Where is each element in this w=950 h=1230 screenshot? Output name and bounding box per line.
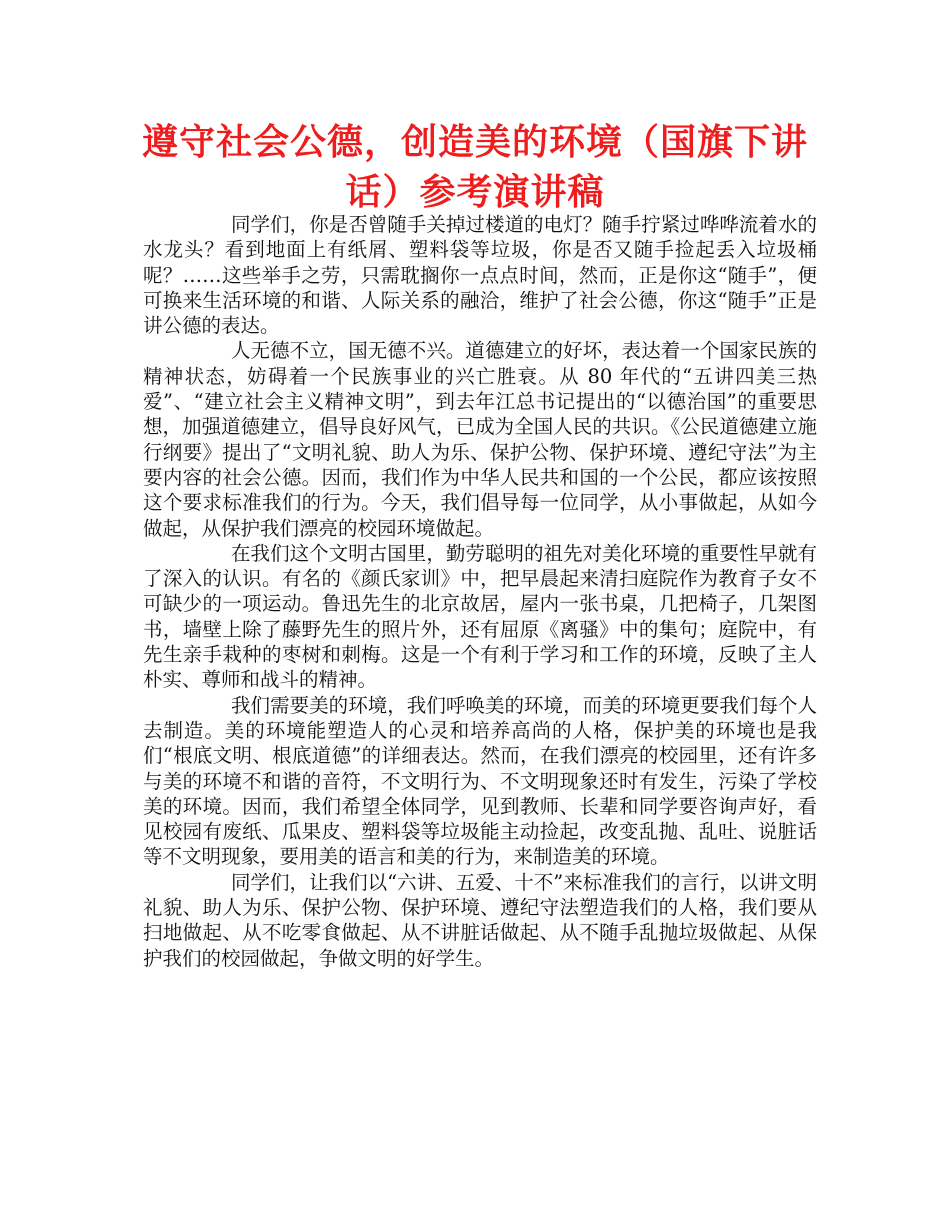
paragraph: 同学们，让我们以“六讲、五爱、十不”来标准我们的言行，以讲文明礼貌、助人为乐、保护公物、保护环境、遵纪守法塑造我们的人格，我们要从扫地做起、从不吃零食做起、从不讲脏话做起、从不随手乱抛垃圾做起、从保护我们的校园做起，争做文明的好学生。 bbox=[143, 870, 817, 970]
paragraph: 在我们这个文明古国里，勤劳聪明的祖先对美化环境的重要性早就有了深入的认识。有名的《颜氏家训》中，把早晨起来清扫庭院作为教育子女不可缺少的一项运动。鲁迅先生的北京故居，屋内一张书桌，几把椅子，几架图书，墙壁上除了藤野先生的照片外，还有屈原《离骚》中的集句；庭院中，有先生亲手栽种的枣树和刺梅。这是一个有利于学习和工作的环境，反映了主人朴实、尊师和战斗的精神。 bbox=[143, 541, 817, 692]
paragraph: 人无德不立，国无德不兴。道德建立的好坏，表达着一个国家民族的精神状态，妨碍着一个民族事业的兴亡胜衰。从 80 年代的“五讲四美三热爱”、“建立社会主义精神文明”，到去年江总书记提出的“以德治国”的重要思想，加强道德建立，倡导良好风气，已成为全国人民的共识。《公民道德建立施行纲要》提出了“文明礼貌、助人为乐、保护公物、保护环境、遵纪守法”为主要内容的社会公德。因而，我们作为中华人民共和国的一个公民，都应该按照这个要求标准我们的行为。今天，我们倡导每一位同学，从小事做起，从如今做起，从保护我们漂亮的校园环境做起。 bbox=[143, 339, 817, 540]
paragraph: 我们需要美的环境，我们呼唤美的环境，而美的环境更要我们每个人去制造。美的环境能塑造人的心灵和培养高尚的人格，保护美的环境也是我们“根底文明、根底道德”的详细表达。然而，在我们漂亮的校园里，还有许多与美的环境不和谐的音符，不文明行为、不文明现象还时有发生，污染了学校美的环境。因而，我们希望全体同学，见到教师、长辈和同学要咨询声好，看见校园有废纸、瓜果皮、塑料袋等垃圾能主动捡起，改变乱抛、乱吐、说脏话等不文明现象，要用美的语言和美的行为，来制造美的环境。 bbox=[143, 693, 817, 869]
document-title: 遵守社会公德，创造美的环境（国旗下讲话）参考演讲稿 bbox=[141, 122, 808, 213]
document-body bbox=[143, 212, 817, 971]
paragraph: 同学们，你是否曾随手关掉过楼道的电灯？随手拧紧过哗哗流着水的水龙头？看到地面上有纸屑、塑料袋等垃圾，你是否又随手捡起丢入垃圾桶呢？……这些举手之劳，只需耽搁你一点点时间，然而，正是你这“随手”，便可换来生活环境的和谐、人际关系的融洽，维护了社会公德，你这“随手”正是讲公德的表达。 bbox=[143, 213, 817, 338]
